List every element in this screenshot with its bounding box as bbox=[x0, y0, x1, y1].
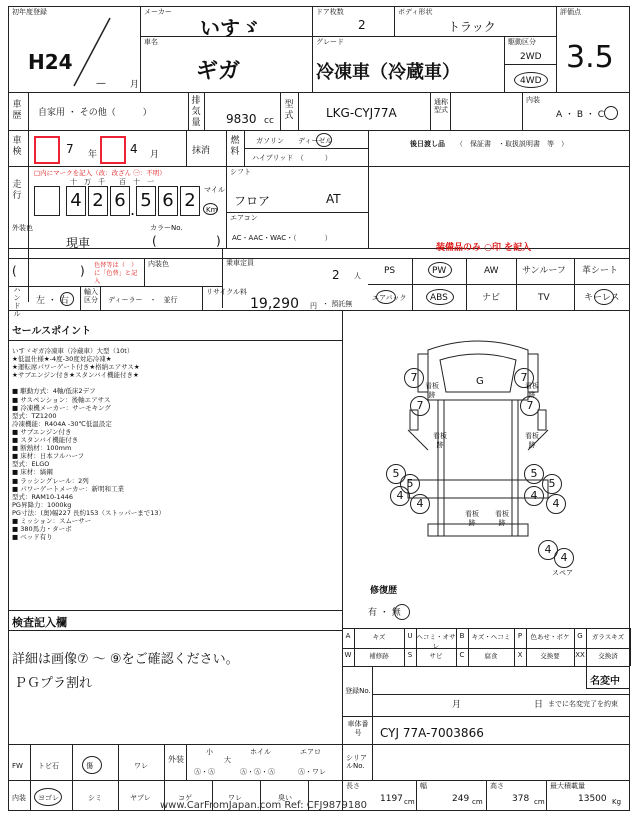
fw-item-3: ワレ bbox=[134, 762, 148, 770]
sales-title: セールスポイント bbox=[12, 326, 92, 337]
sales-point-line: ■ ミッション：スムーサー bbox=[12, 516, 92, 525]
post-docs-label: 後日渡し品 bbox=[410, 140, 445, 148]
sales-point-line: ■ ラッシングレール：2列 bbox=[12, 476, 89, 485]
equip-pw: PW bbox=[432, 266, 447, 276]
sales-point-line: ■ 断熱材：100mm bbox=[12, 444, 72, 453]
name-change-label: 名変中 bbox=[590, 676, 620, 687]
legend-meaning: 交換済 bbox=[598, 652, 618, 660]
drive-2wd: 2WD bbox=[520, 52, 542, 62]
sales-point-line: ■ 380馬力・ターボ bbox=[12, 525, 72, 534]
insp-month-box bbox=[100, 136, 126, 164]
legend-code: X bbox=[517, 651, 523, 659]
legend-meaning: キズ bbox=[372, 633, 386, 641]
damage-mark: 7 bbox=[410, 396, 430, 416]
insp-year: 7 bbox=[66, 142, 74, 156]
sales-point-line: ■ パワーゲートメーカー：新明和工業 bbox=[12, 484, 125, 493]
legend-meaning: ヘコミ・オサレ bbox=[416, 633, 456, 650]
import-value: ディーラー ・ 並行 bbox=[108, 296, 178, 304]
fuel-options: ガソリン ディーゼル bbox=[256, 137, 333, 145]
interior-label: 内装 bbox=[526, 96, 540, 104]
int-item-4: コゲ bbox=[178, 794, 192, 802]
grade-label: グレード bbox=[316, 38, 344, 46]
first-reg-slash bbox=[70, 14, 116, 90]
damage-mark: 4 bbox=[546, 494, 566, 514]
sales-point-line: ★サブエンジン付き★スタンバイ機能付き★ bbox=[12, 371, 139, 380]
load-label: 最大積載量 bbox=[550, 782, 585, 790]
repair-none-circle bbox=[394, 604, 410, 620]
legend-meaning: 交換要 bbox=[540, 652, 560, 660]
equip-navi: ナビ bbox=[482, 293, 501, 303]
maker-name: いすゞ bbox=[200, 16, 260, 40]
handle-label: ハンドル bbox=[13, 286, 21, 318]
sales-point-line: ■ 床材：縞鋼 bbox=[12, 468, 53, 477]
damage-mark: 4 bbox=[554, 548, 574, 568]
sales-point-line: いすゞギガ冷凍車（冷蔵車）大型（10t） bbox=[12, 347, 134, 355]
wheel-label: ホイル bbox=[250, 748, 271, 756]
first-reg-year: H24 bbox=[28, 50, 73, 74]
insp-month: 4 bbox=[130, 142, 138, 156]
color-change-note: 色替等は（ ）に「色替」と記入 bbox=[94, 262, 138, 285]
model-label: 型式 bbox=[284, 100, 294, 121]
sales-point-line: ■ 冷凍機メーカー：サーモキング bbox=[12, 403, 111, 412]
shift-floor: フロア bbox=[234, 194, 271, 208]
interior-grades: A ・ B ・ C bbox=[556, 110, 605, 120]
outer-color-value: 現車 bbox=[66, 236, 91, 250]
color-no-label: カラーNo. bbox=[150, 224, 183, 232]
board-mark-label: 看板跡 bbox=[433, 432, 447, 449]
fw-label: FW bbox=[12, 762, 23, 770]
mileage-units: 十 万 千 百 十 一 bbox=[70, 178, 154, 186]
equip-ps: PS bbox=[384, 266, 396, 276]
repair-options: 有 ・ 無 bbox=[368, 608, 401, 618]
damage-mark: 4 bbox=[524, 486, 544, 506]
legend-code: C bbox=[459, 651, 465, 659]
frame-label: 車体番号 bbox=[347, 720, 369, 737]
mileage-digit: 4 bbox=[66, 186, 86, 216]
inner-color-label: 内装色 bbox=[148, 260, 169, 268]
width-value: 249 bbox=[452, 794, 470, 804]
equip-keyless-circle bbox=[594, 289, 614, 305]
height-label: 高さ bbox=[490, 782, 504, 790]
shaken-label: 車歴 bbox=[12, 100, 22, 121]
glass-mark: G bbox=[476, 376, 484, 387]
board-mark-label: 看板跡 bbox=[495, 510, 509, 527]
equip-abs-circle bbox=[426, 289, 454, 305]
massho-label: 抹消 bbox=[192, 146, 211, 156]
sales-point-line: ■ 床材：日本フルハーフ bbox=[12, 452, 85, 461]
mileage-digit: 6 bbox=[158, 186, 178, 216]
height-unit: cm bbox=[534, 798, 545, 806]
aircon-options: AC・AAC・WAC・（ ） bbox=[232, 234, 332, 242]
sales-point-line: 型式：ELGO bbox=[12, 460, 50, 469]
displacement-unit: cc bbox=[264, 116, 274, 126]
fw-item-1: トビ石 bbox=[38, 762, 59, 770]
mileage-lead-box bbox=[34, 186, 60, 216]
legend-meaning: 補修跡 bbox=[369, 652, 389, 660]
damage-mark: 7 bbox=[520, 396, 540, 416]
inspection-label: 車検 bbox=[12, 136, 22, 157]
ext-options-3: Ⓐ・ワレ bbox=[298, 768, 326, 776]
board-mark-label: 看板跡 bbox=[525, 382, 539, 399]
sales-point-line: ■ サスペンション：後軸エアサス bbox=[12, 395, 111, 404]
equip-tv: TV bbox=[538, 293, 550, 303]
doors-value: 2 bbox=[358, 18, 366, 32]
legend-code: B bbox=[459, 632, 465, 640]
model-short-label: 通称型式 bbox=[434, 98, 448, 114]
spare-label: スペア bbox=[552, 569, 573, 577]
damage-mark: 5 bbox=[400, 474, 420, 494]
repair-label: 修復歴 bbox=[370, 586, 398, 596]
insp-month-unit: 月 bbox=[150, 150, 160, 160]
sales-point-line: 型式：TZ1200 bbox=[12, 411, 57, 420]
recycle-note: ・ 預託無 bbox=[322, 300, 353, 308]
displacement-label: 排気量 bbox=[191, 96, 201, 128]
mileage-digits bbox=[66, 186, 202, 219]
first-reg-month-suffix: 月 bbox=[130, 80, 140, 90]
load-unit: Kg bbox=[612, 798, 622, 806]
displacement-value: 9830 bbox=[226, 112, 257, 126]
post-docs: （ 保証書 ・取扱説明書 等 ） bbox=[456, 140, 568, 148]
drive-label: 駆動区分 bbox=[508, 38, 536, 46]
inspection-note-1: 詳細は画像⑦ ～ ⑨をご確認ください。 bbox=[12, 652, 239, 667]
board-mark-label: 看板跡 bbox=[525, 432, 539, 449]
recycle-label: リサイクル料 bbox=[206, 288, 248, 296]
reg-no-label: 登録No. bbox=[345, 687, 371, 695]
damage-mark: 5 bbox=[542, 474, 562, 494]
aircon-label: エアコン bbox=[230, 214, 258, 222]
damage-mark: 5 bbox=[386, 464, 406, 484]
equip-airbag: エアバック bbox=[372, 294, 407, 302]
equip-leather: 革シート bbox=[582, 266, 619, 276]
mileage-separator: . bbox=[130, 200, 136, 219]
damage-mark: 4 bbox=[538, 540, 558, 560]
width-label: 幅 bbox=[420, 782, 427, 790]
body-label: ボディ形状 bbox=[398, 8, 433, 16]
handle-right-circle bbox=[60, 292, 74, 306]
load-value: 13500 bbox=[578, 794, 607, 804]
equip-pw-circle bbox=[428, 262, 452, 278]
length-label: 長さ bbox=[346, 782, 360, 790]
hybrid-option: ハイブリッド （ ） bbox=[252, 154, 332, 162]
damage-legend bbox=[342, 628, 630, 666]
legend-meaning: 色あせ・ボケ bbox=[530, 633, 570, 641]
car-name: ギガ bbox=[196, 59, 241, 84]
recycle-value: 19,290 bbox=[250, 296, 299, 312]
legend-code: G bbox=[577, 632, 583, 640]
legend-meaning: ガラスキズ bbox=[591, 633, 625, 641]
legend-meaning: サビ bbox=[429, 652, 443, 660]
body-value: トラック bbox=[448, 20, 496, 34]
mileage-digit: 2 bbox=[180, 186, 200, 216]
interior-circle bbox=[604, 106, 618, 120]
km-circle bbox=[203, 203, 218, 215]
equip-airbag-circle bbox=[376, 290, 396, 304]
drive-4wd-circle bbox=[514, 72, 548, 88]
legend-code: A bbox=[345, 632, 351, 640]
fuel-diesel-circle bbox=[316, 133, 332, 147]
maker-label: メーカー bbox=[144, 8, 172, 16]
diagram-overlay bbox=[348, 330, 608, 580]
board-mark-label: 看板跡 bbox=[425, 382, 439, 399]
sales-point-line: 型式：RAM10-1446 bbox=[12, 492, 73, 501]
equip-abs: ABS bbox=[430, 293, 448, 303]
sales-point-line: PG寸法：(奥)幅227 長約153（ストッパーまで13） bbox=[12, 508, 165, 517]
ext-options-1: Ⓐ・Ⓐ bbox=[194, 768, 215, 776]
serial-label: シリアルNo. bbox=[346, 754, 367, 770]
equip-header: 装備品のみ ○印 を記入 bbox=[436, 243, 532, 253]
board-mark-label: 看板跡 bbox=[465, 510, 479, 527]
exterior-label: 外装 bbox=[168, 755, 184, 764]
score-label: 評価点 bbox=[560, 8, 581, 16]
handle-value: 左 ・ 右 bbox=[36, 296, 69, 306]
legend-code: W bbox=[344, 651, 352, 659]
sales-point-line: 冷凍機能：R404A -30℃低温設定 bbox=[12, 419, 112, 428]
aero-label: エアロ bbox=[300, 748, 321, 756]
drive-4wd: 4WD bbox=[520, 76, 542, 86]
doors-label: ドア枚数 bbox=[316, 8, 344, 16]
model-value: LKG-CYJ77A bbox=[326, 106, 397, 120]
equip-keyless: キーレス bbox=[584, 293, 620, 303]
sales-point-line: ★運転席パワーゲート付き★格納エアサス★ bbox=[12, 363, 140, 372]
damage-mark: 5 bbox=[524, 464, 544, 484]
import-label: 輸入区分 bbox=[84, 288, 98, 304]
length-value: 1197 bbox=[380, 794, 403, 804]
deadline-day: 日 bbox=[534, 700, 544, 710]
sales-points-list bbox=[12, 347, 338, 541]
equip-sunroof: サンルーフ bbox=[522, 266, 566, 276]
int-item-2: シミ bbox=[88, 794, 102, 802]
capacity-unit: 人 bbox=[354, 272, 361, 280]
damage-mark: 7 bbox=[514, 368, 534, 388]
damage-mark: 7 bbox=[404, 368, 424, 388]
int-item-6: 臭い bbox=[278, 794, 292, 802]
height-value: 378 bbox=[512, 794, 530, 804]
frame-number: CYJ 77A-7003866 bbox=[380, 726, 484, 740]
usage-value: 自家用 ・ その他（ ） bbox=[38, 108, 152, 118]
mileage-note: □内にマークを記入（改：改ざん ㊀：不明） bbox=[34, 169, 166, 177]
mileage-unit-mile: マイル bbox=[204, 186, 225, 194]
legend-code: P bbox=[517, 632, 523, 640]
insp-year-unit: 年 bbox=[88, 150, 98, 160]
sales-point-line: ■ ベッド有り bbox=[12, 533, 53, 542]
sales-point-line: ★低温仕様★-4度-30度対応冷凍★ bbox=[12, 355, 112, 364]
grade-value: 冷凍車（冷蔵車） bbox=[316, 62, 460, 83]
capacity-value: 2 bbox=[332, 268, 340, 282]
mileage-digit: 2 bbox=[88, 186, 108, 216]
int-dirt-circle bbox=[34, 788, 62, 806]
shift-label: シフト bbox=[230, 168, 251, 176]
inspection-note-2: ＰＧプラ割れ bbox=[14, 676, 93, 691]
int-item-3: ヤブレ bbox=[130, 794, 151, 802]
sales-point-line: ■ サブエンジン付き bbox=[12, 427, 72, 436]
mileage-label: 走行 bbox=[12, 180, 22, 201]
sales-point-line: PG昇降力：1000kg bbox=[12, 500, 72, 509]
deadline-month: 月 bbox=[452, 700, 462, 710]
legend-code: S bbox=[407, 651, 413, 659]
ext-small: 小 bbox=[206, 748, 213, 756]
legend-code: U bbox=[407, 632, 413, 640]
width-unit: cm bbox=[472, 798, 483, 806]
ext-large: 大 bbox=[224, 756, 231, 764]
watermark: www.CarFromJapan.com Ref: CFJ9879180 bbox=[160, 800, 367, 811]
mileage-unit-km: Km bbox=[206, 206, 218, 214]
capacity-label: 乗車定員 bbox=[226, 259, 254, 267]
length-unit: cm bbox=[404, 798, 415, 806]
legend-meaning: キズ・ヘコミ bbox=[471, 633, 511, 641]
damage-mark: 4 bbox=[410, 494, 430, 514]
equip-aw: AW bbox=[484, 266, 499, 276]
mileage-digit: 5 bbox=[136, 186, 156, 216]
legend-code: XX bbox=[575, 651, 585, 659]
inspection-notes-title: 検査記入欄 bbox=[12, 616, 67, 629]
int-item-5: ワレ bbox=[228, 794, 242, 802]
insp-year-box bbox=[34, 136, 60, 164]
car-name-label: 車名 bbox=[144, 38, 158, 46]
deadline-note: までに名変完了を約束 bbox=[548, 700, 618, 708]
sales-point-line: ■ 駆動方式：4軸/低床2デフ bbox=[12, 387, 96, 396]
shift-at: AT bbox=[326, 192, 341, 206]
mileage-digit: 6 bbox=[110, 186, 130, 216]
fw-circle bbox=[82, 756, 102, 774]
fuel-label: 燃料 bbox=[230, 136, 240, 157]
int-item-1: ヨゴレ bbox=[38, 794, 59, 802]
fw-item-2: 傷 bbox=[86, 762, 93, 770]
interior-damage-label: 内装 bbox=[12, 794, 26, 802]
outer-color-label: 外装色 bbox=[12, 224, 33, 232]
legend-meaning: 腐食 bbox=[484, 652, 498, 660]
score-value: 3.5 bbox=[566, 40, 614, 75]
first-reg-label: 初年度登録 bbox=[12, 8, 47, 16]
damage-mark: 4 bbox=[390, 486, 410, 506]
ext-options-2: Ⓐ・Ⓐ・Ⓐ bbox=[240, 768, 275, 776]
sales-point-line: ■ スタンバイ機能付き bbox=[12, 436, 79, 445]
recycle-unit: 円 bbox=[310, 302, 317, 310]
